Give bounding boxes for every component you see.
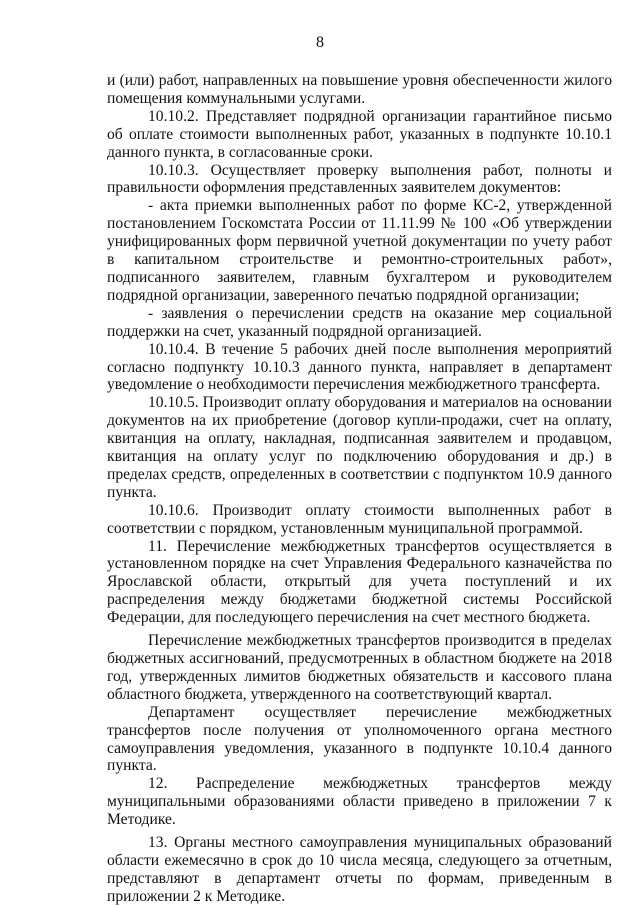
paragraph: 10.10.3. Осуществляет проверку выполнения работ, полноты и правильности оформления представленных заявителем документов: [107,161,612,197]
paragraph: 13. Органы местного самоуправления муниципальных образований области ежемесячно в срок до 10 числа месяца, следующего за отчетным, представляют в департамент отчеты по формам, приведенным в приложении 2 к Методике. [107,834,612,905]
paragraph: 10.10.2. Представляет подрядной организации гарантийное письмо об оплате стоимости выполненных работ, указанных в подпункте 10.10.1 данного пункта, в согласованные сроки. [107,107,612,161]
paragraph: Перечисление межбюджетных трансфертов производится в пределах бюджетных ассигнований, предусмотренных в областном бюджете на 2018 год, утвержденных лимитов бюджетных обязательств и кассового плана областного бюджета, утвержденного на соответствующий квартал. [107,632,612,703]
paragraph: 11. Перечисление межбюджетных трансфертов осуществляется в установленном порядке на счет Управления Федерального казначейства по Ярославской области, открытый для учета поступлений и их распределения между бюджетами бюджетной системы Российской Федерации, для последующего перечисления на счет местного бюджета. [107,537,612,627]
page-number: 8 [316,34,324,51]
paragraph: Департамент осуществляет перечисление межбюджетных трансфертов после получения от уполномоченного органа местного самоуправления уведомления, указанного в подпункте 10.10.4 данного пункта. [107,703,612,775]
paragraph: 10.10.4. В течение 5 рабочих дней после выполнения мероприятий согласно подпункту 10.10.3 данного пункта, направляет в департамент уведомление о необходимости перечисления межбюджетного трансферта. [107,340,612,394]
paragraph: и (или) работ, направленных на повышение уровня обеспеченности жилого помещения коммунальными услугами. [107,72,612,107]
document-body [107,72,612,906]
paragraph: 10.10.6. Производит оплату стоимости выполненных работ в соответствии с порядком, установленным муниципальной программой. [107,501,612,537]
paragraph: - заявления о перечислении средств на оказание мер социальной поддержки на счет, указанный подрядной организацией. [107,304,612,340]
paragraph: 12. Распределение межбюджетных трансфертов между муниципальными образованиями области приведено в приложении 7 к Методике. [107,775,612,829]
paragraph: - акта приемки выполненных работ по форме КС-2, утвержденной постановлением Госкомстата России от 11.11.99 № 100 «Об утверждении унифицированных форм первичной учетной документации по учету работ в капитальном строительстве и ремонтно-строительных работ», подписанного заявителем, главным бухгалтером и руководителем подрядной организации, заверенного печатью подрядной организации; [107,197,612,304]
paragraph: 10.10.5. Производит оплату оборудования и материалов на основании документов на их приобретение (договор купли-продажи, счет на оплату, квитанция на оплату, накладная, подписанная заявителем и продавцом, квитанция на оплату услуг по подключению оборудования и др.) в пределах средств, определенных в соответствии с подпунктом 10.9 данного пункта. [107,394,612,501]
